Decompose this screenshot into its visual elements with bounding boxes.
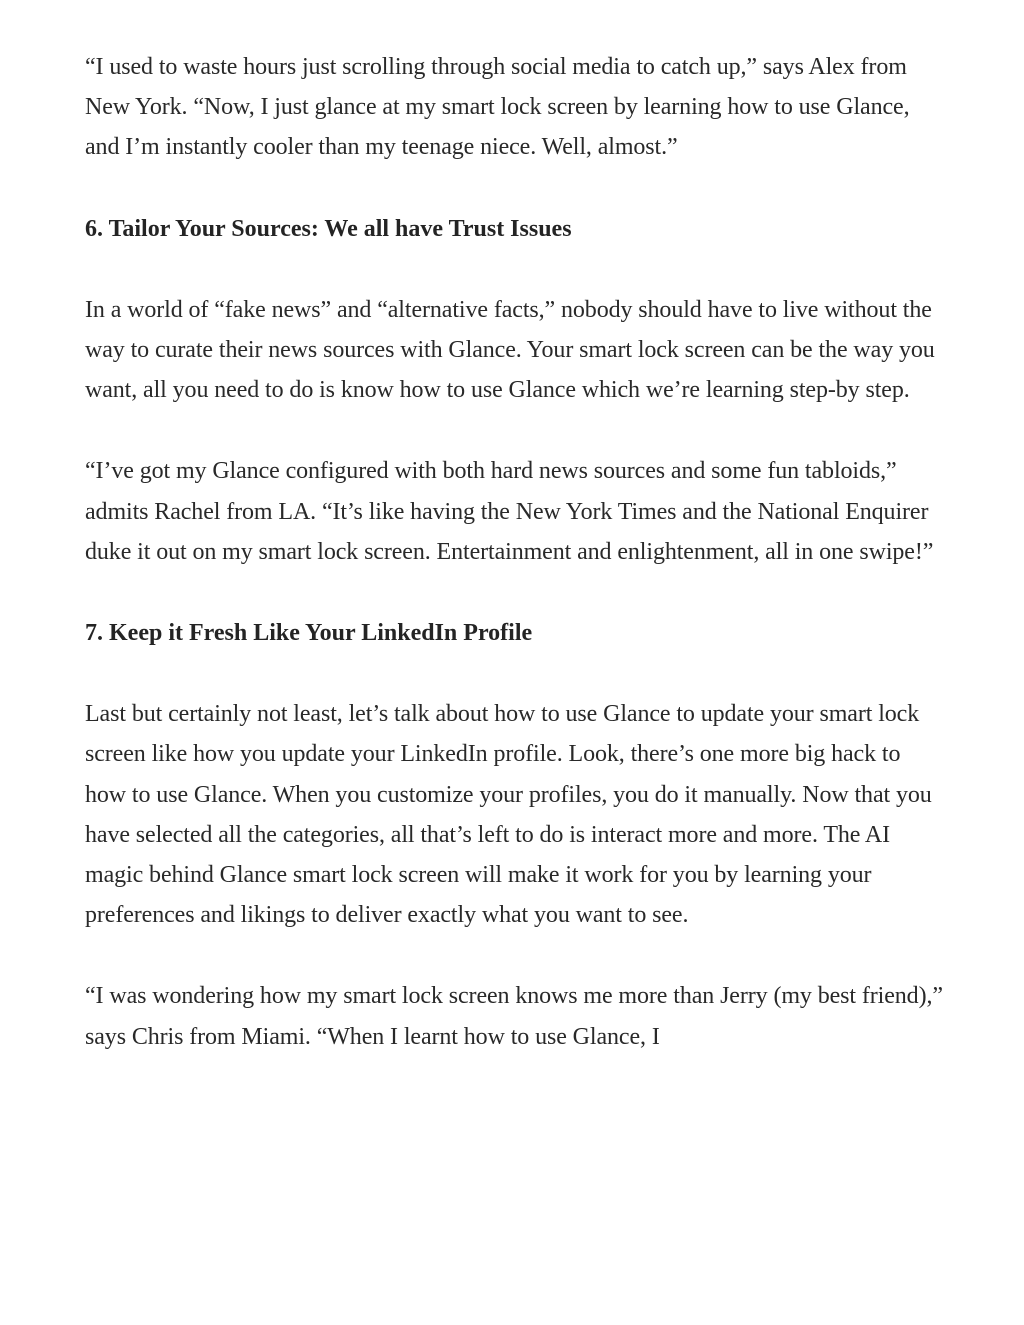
- body-paragraph-curate-sources: In a world of “fake news” and “alternative facts,” nobody should have to live without the way to curate their news sources with Glance. Your smart lock screen can be the way you want, all you need to do is know how to use Glance which we’re learning step-by step.: [85, 296, 935, 404]
- testimonial-paragraph-chris: “I was wondering how my smart lock screen knows me more than Jerry (my best friend),” says Chris from Miami. “When I learnt how to use Glance, I: [85, 983, 943, 1050]
- paragraph-spacer: [85, 410, 945, 451]
- section-heading-keep-it-fresh: 7. Keep it Fresh Like Your LinkedIn Profile: [85, 620, 533, 647]
- paragraph-spacer: [85, 572, 945, 613]
- testimonial-paragraph-rachel: “I’ve got my Glance configured with both hard news sources and some fun tabloids,” admits Rachel from LA. “It’s like having the New York Times and the National Enquirer duke it out on my smart lock screen. Entertainment and enlightenment, all in one swipe!”: [85, 458, 934, 565]
- paragraph-spacer: [85, 935, 945, 976]
- article-body: [85, 47, 945, 1057]
- body-paragraph-update-lock-screen: Last but certainly not least, let’s talk about how to use Glance to update your smart lock screen like how you update your LinkedIn profile. Look, there’s one more big hack to how to use Glance. When you customize your profiles, you do it manually. Now that you have selected all the categories, all that’s left to do is interact more and more. The AI magic behind Glance smart lock screen will make it work for you by learning your preferences and likings to deliver exactly what you want to see.: [85, 701, 932, 929]
- paragraph-spacer: [85, 653, 945, 694]
- paragraph-spacer: [85, 168, 945, 209]
- section-heading-tailor-sources: 6. Tailor Your Sources: We all have Trust Issues: [85, 215, 572, 242]
- testimonial-paragraph-alex: “I used to waste hours just scrolling through social media to catch up,” says Alex from New York. “Now, I just glance at my smart lock screen by learning how to use Glance, and I’m instantly cooler than my teenage niece. Well, almost.”: [85, 54, 910, 161]
- paragraph-spacer: [85, 249, 945, 290]
